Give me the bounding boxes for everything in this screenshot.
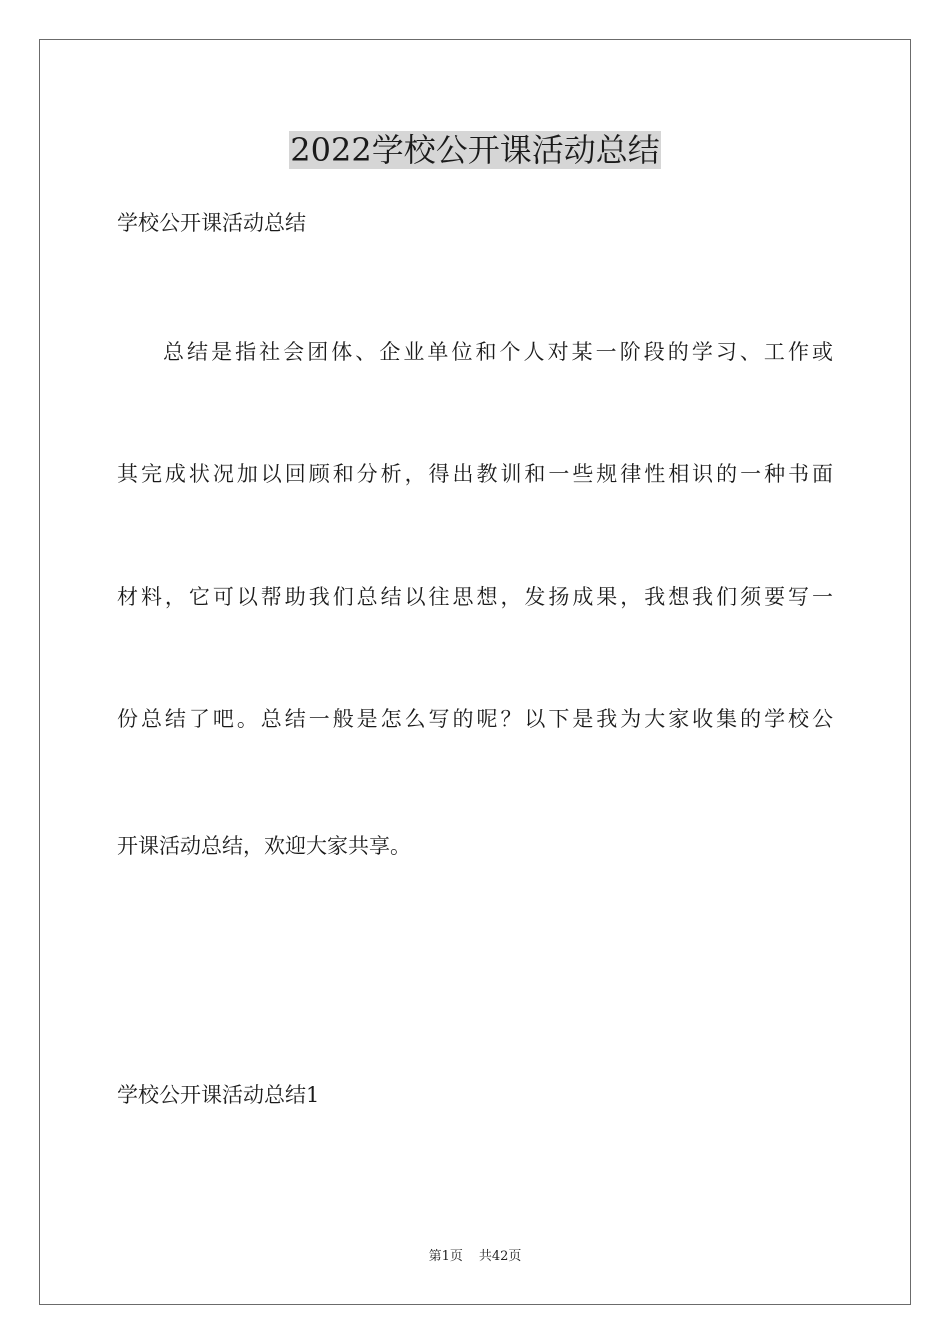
- document-subtitle: 学校公开课活动总结: [117, 211, 306, 235]
- page-total: 共42页: [478, 1249, 522, 1264]
- document-title: [0, 128, 950, 172]
- document-title-text: 2022学校公开课活动总结: [290, 131, 660, 169]
- intro-line-5: 开课活动总结，欢迎大家共享。: [117, 834, 411, 858]
- intro-line-2: 其完成状况加以回顾和分析，得出教训和一些规律性相识的一种书面: [117, 462, 833, 486]
- intro-line-1: 总结是指社会团体、企业单位和个人对某一阶段的学习、工作或: [163, 340, 833, 364]
- page-number: 第1页: [428, 1249, 463, 1264]
- intro-line-3: 材料，它可以帮助我们总结以往思想，发扬成果，我想我们须要写一: [117, 585, 833, 609]
- intro-line-4: 份总结了吧。总结一般是怎么写的呢？以下是我为大家收集的学校公: [117, 707, 833, 731]
- section-heading: 学校公开课活动总结1: [117, 1083, 320, 1107]
- page-footer: [0, 1248, 950, 1266]
